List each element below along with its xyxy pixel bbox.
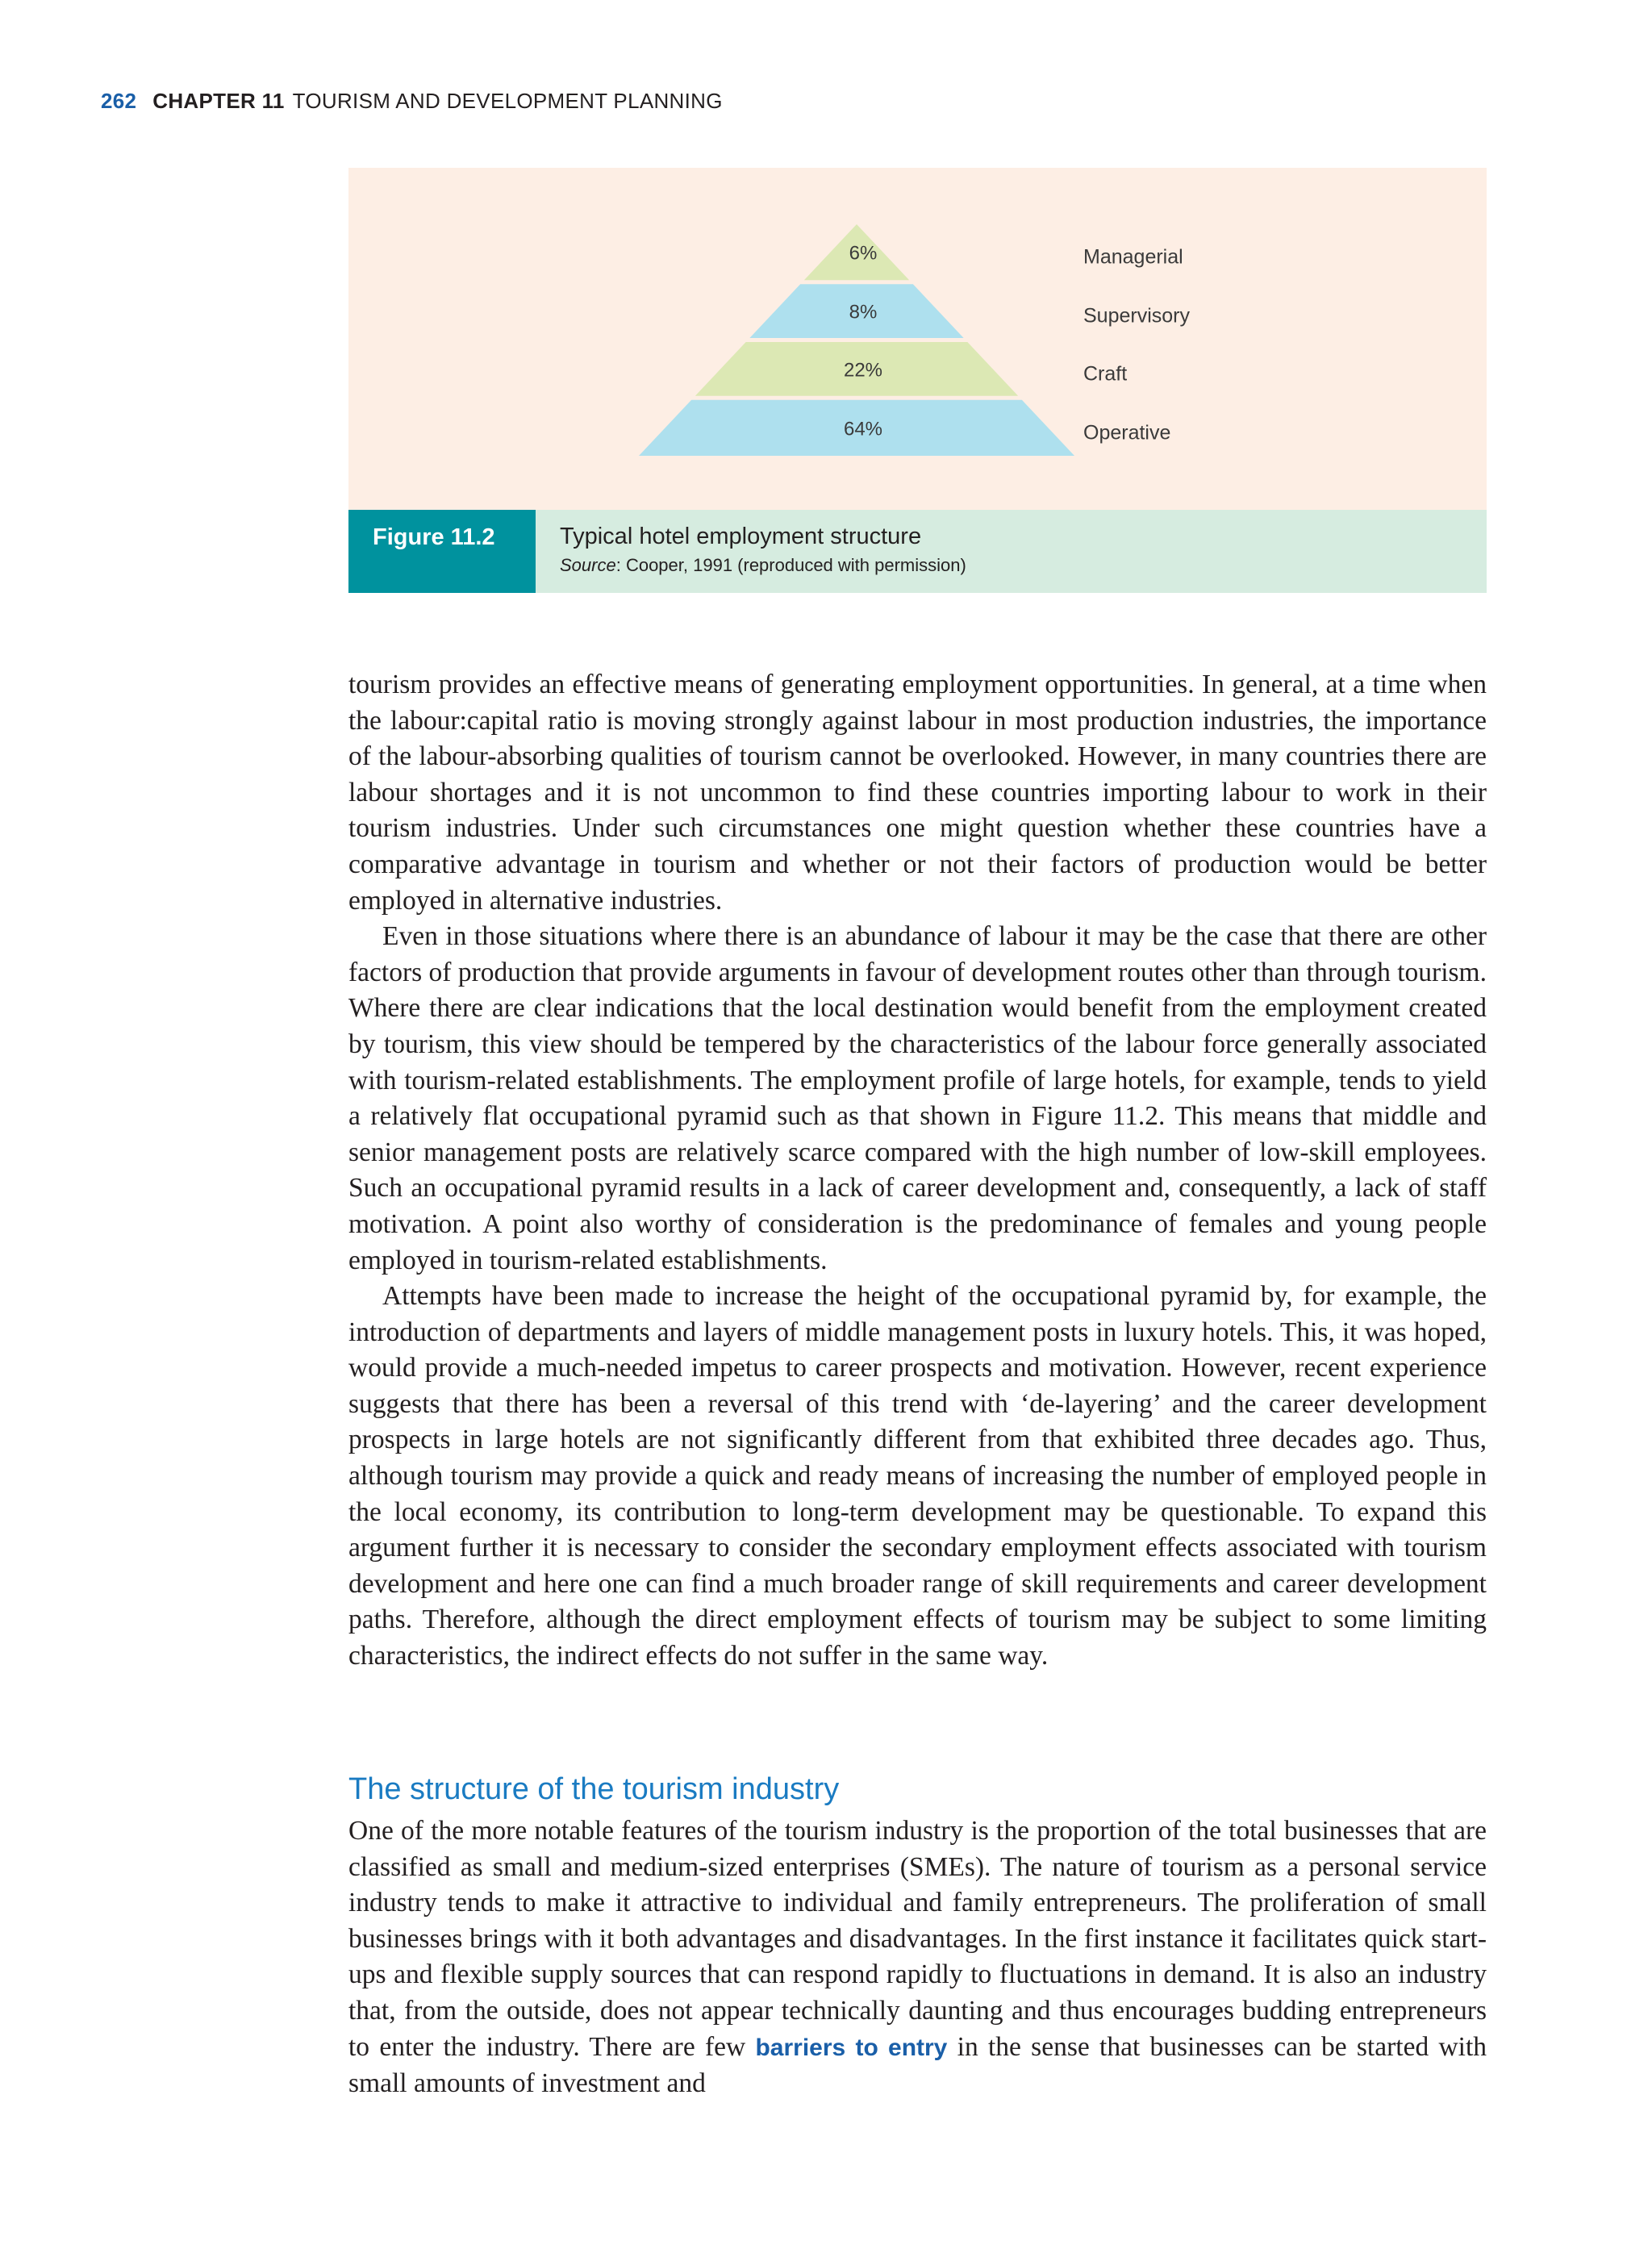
body-text [348,667,1487,1675]
pyramid-value-operative: 64% [843,418,883,440]
source-label: Source [560,555,616,575]
pyramid-label-operative: Operative [1083,421,1171,444]
pyramid-value-managerial: 6% [849,242,878,265]
paragraph-1: tourism provides an effective means of generating employment opportunities. In general, at a time when the labour:capital ratio is moving strongly against labour in most production industries, the importance of the labour-absorbing qualities of tourism cannot be overlooked. However, in many countries there are labour shortages and it is not uncommon to find these countries importing labour to work in their tourism industries. Under such circumstances one might question whether these countries have a comparative advantage in tourism and whether or not their factors of production would be better employed in alternative industries. [348,670,1487,916]
figure-number-tab [348,510,536,593]
running-head [101,89,723,114]
figure-source [560,555,966,576]
pyramid-label-supervisory: Supervisory [1083,304,1190,328]
page-number: 262 [101,89,137,113]
key-term-link[interactable]: barriers to entry [755,2034,948,2061]
section-body [348,1813,1487,2102]
employment-pyramid-chart [348,168,1487,510]
figure-title: Typical hotel employment structure [560,524,922,549]
source-text: : Cooper, 1991 (reproduced with permission) [615,555,966,575]
chapter-title: TOURISM AND DEVELOPMENT PLANNING [292,89,723,113]
pyramid-value-supervisory: 8% [849,301,878,323]
section-paragraph-continuation: in the sense that businesses can be started with small amounts of investment and [348,2031,1487,2099]
paragraph-3: Attempts have been made to increase the height of the occupational pyramid by, for example, the introduction of departments and layers of middle management posts in luxury hotels. This, it was hoped, would provide a much-needed impetus to career prospects and motivation. However, recent experience suggests that there has been a reversal of this trend with ‘de-layering’ and the career development prospects in large hotels are not significantly different from that exhibited three decades ago. Thus, although tourism may provide a quick and ready means of increasing the number of employed people in the local economy, its contribution to long-term development may be questionable. To expand this argument further it is necessary to consider the secondary employment effects associated with tourism development and here one can find a much broader range of skill requirements and career development paths. Therefore, although the direct employment effects of tourism may be subject to some limiting characteristics, the indirect effects do not suffer in the same way. [348,1281,1487,1671]
figure-panel [348,168,1487,510]
pyramid-value-craft: 22% [843,359,883,382]
section-paragraph-text: One of the more notable features of the tourism industry is the proportion of the total businesses that are classified as small and medium-sized enterprises (SMEs). The nature of tourism as a personal service industry tends to make it attractive to individual and family entrepreneurs. The proliferation of small businesses brings with it both advantages and disadvantages. In the first instance it facilitates quick start-ups and flexible supply sources that can respond rapidly to fluctuations in demand. It is also an industry that, from the outside, does not appear technically daunting and thus encourages budding entrepreneurs to enter the industry. There are few [348,1816,1487,2062]
chapter-label: CHAPTER 11 [152,89,285,113]
figure-caption [536,510,1487,593]
section-paragraph-1 [348,1813,1487,2102]
pyramid-label-craft: Craft [1083,362,1128,386]
section-heading: The structure of the tourism industry [348,1772,840,1806]
figure-number: Figure 11.2 [373,524,495,550]
pyramid-label-managerial: Managerial [1083,245,1183,269]
paragraph-2: Even in those situations where there is an abundance of labour it may be the case that there are other factors of production that provide arguments in favour of development routes other than through tourism. Where there are clear indications that the local destination would benefit from the employment created by tourism, this view should be tempered by the characteristics of the labour force generally associated with tourism-related establishments. The employment profile of large hotels, for example, tends to yield a relatively flat occupational pyramid such as that shown in Figure 11.2. This means that middle and senior management posts are relatively scarce compared with the high number of low-skill employees. Such an occupational pyramid results in a lack of career development and, consequently, a lack of staff motivation. A point also worthy of consideration is the predominance of females and young people employed in tourism-related establishments. [348,921,1487,1275]
